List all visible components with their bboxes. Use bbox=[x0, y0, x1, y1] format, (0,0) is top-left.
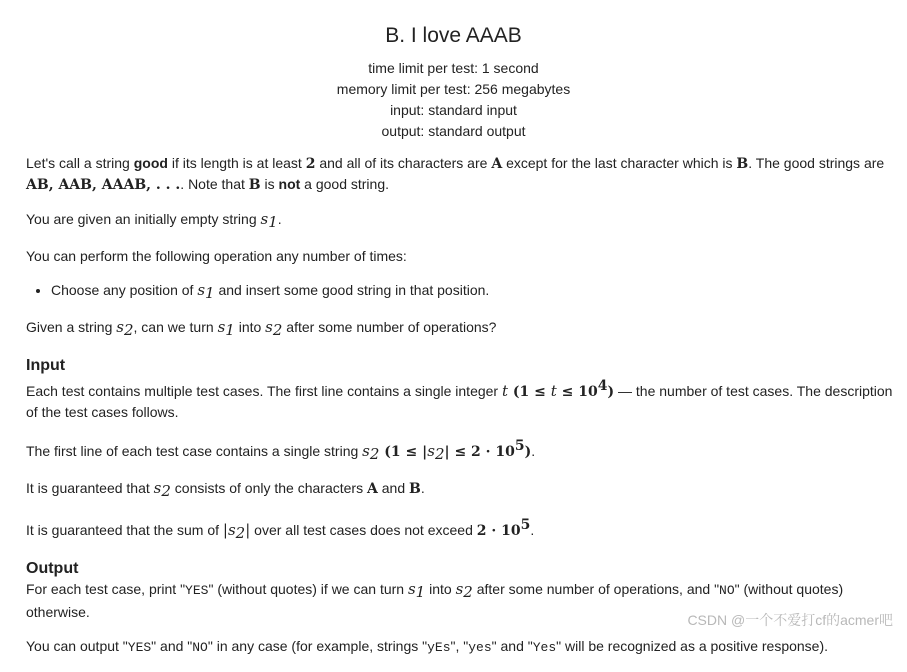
input-paragraph-4: It is guaranteed that the sum of $|s_2|$ over all test cases does not exceed $2 \cdot 10^5$. bbox=[26, 517, 535, 542]
input-spec: input: standard input bbox=[390, 102, 517, 118]
output-section-title: Output bbox=[26, 560, 79, 577]
statement-paragraph-2: You are given an initially empty string $s_1$. bbox=[26, 210, 282, 231]
operation-list bbox=[26, 280, 896, 303]
input-paragraph-3: It is guaranteed that $s_2$ consists of only the characters A and B. bbox=[26, 479, 425, 500]
output-paragraph-2: You can output "YES" and "NO" in any case (for example, strings "yEs", "yes" and "Yes" will be recognized as a positive response). bbox=[26, 638, 829, 655]
input-section-title: Input bbox=[26, 357, 66, 374]
output-spec: output: standard output bbox=[381, 123, 526, 139]
input-paragraph-2: The first line of each test case contains a single string $s_2$ $(1 \le |s_2| \le 2 \cdot 10^5)$. bbox=[26, 438, 536, 463]
list-item: • Choose any position of $s_1$ and insert some good string in that position. bbox=[51, 280, 896, 303]
problem-title: B. I love AAAB bbox=[385, 24, 522, 47]
csdn-watermark: CSDN @一个不爱打cf的acmer吧 bbox=[687, 612, 893, 628]
memory-limit: memory limit per test: 256 megabytes bbox=[336, 81, 571, 97]
output-paragraph-1: For each test case, print "YES" (without quotes) if we can turn $s_1$ into $s_2$ after some number of operations, and "NO" (without quotes) otherwise. bbox=[26, 580, 844, 620]
statement-paragraph-4: Given a string $s_2$, can we turn $s_1$ into $s_2$ after some number of operations? bbox=[26, 318, 497, 339]
bold-good: good bbox=[133, 155, 168, 171]
statement-paragraph-1: Let's call a string good if its length is at least 2 and all of its characters are A except for the last character which is B. The good strings are AB, AAB, AAAB, . . .. Note that B is not a good string. bbox=[26, 155, 885, 193]
statement-paragraph-3: You can perform the following operation any number of times: bbox=[26, 248, 407, 264]
bold-not: not bbox=[278, 176, 301, 192]
time-limit: time limit per test: 1 second bbox=[368, 60, 539, 76]
problem-statement bbox=[26, 153, 896, 672]
problem-header bbox=[0, 22, 907, 142]
input-paragraph-1: Each test contains multiple test cases. The first line contains a single integer t $(1 \le t \le 10^4)$ — the number of test cases. The description of the test cases follows. bbox=[26, 378, 893, 420]
